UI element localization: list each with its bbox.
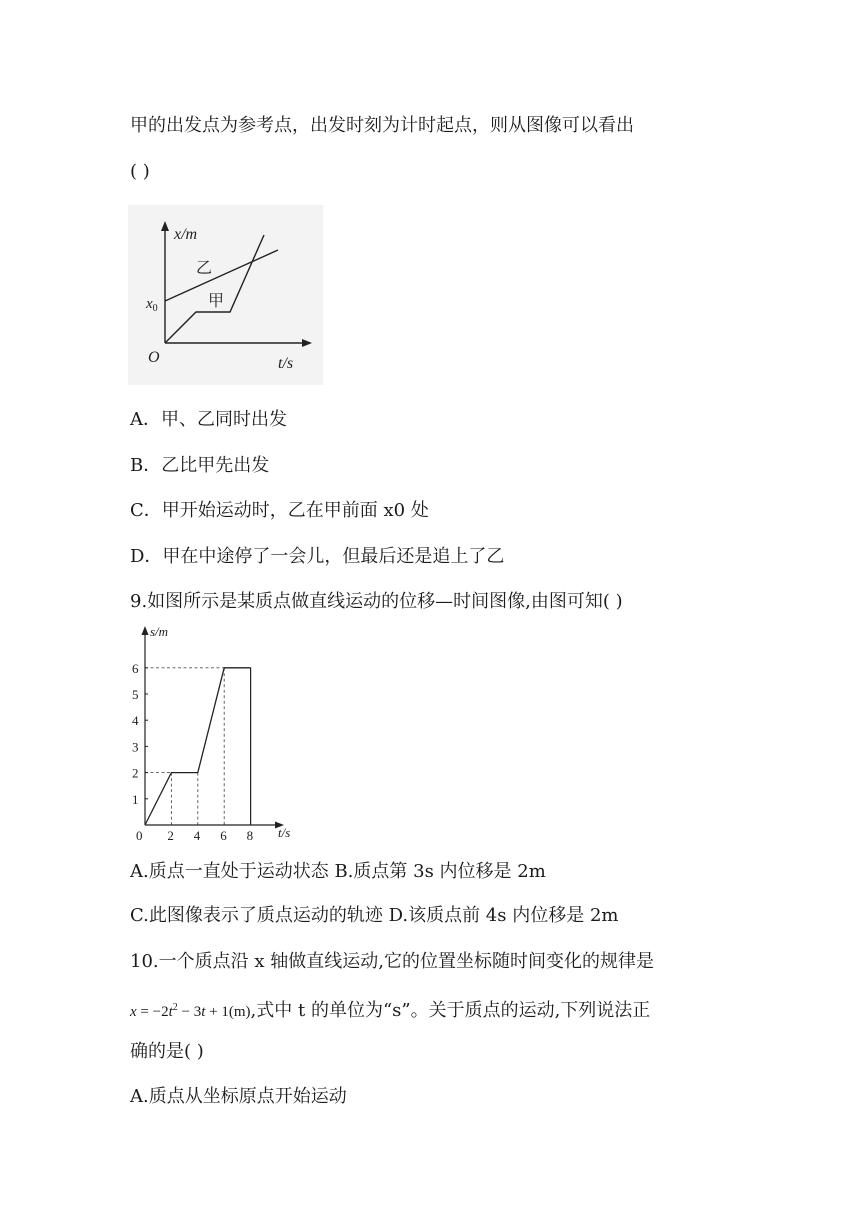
q8-origin-label: O <box>148 349 160 366</box>
q9-y-tick-label: 3 <box>132 739 139 755</box>
q9-x-tick-label: 8 <box>246 828 254 843</box>
q9-st-chart <box>128 618 308 848</box>
q8-option-d: D．甲在中途停了一会儿，但最后还是追上了乙 <box>130 546 505 567</box>
q8-y-axis-label: x/m <box>174 226 198 243</box>
q10-stem-line3: 确的是( ) <box>130 1041 204 1062</box>
q9-options-line2: C.此图像表示了质点运动的轨迹 D.该质点前 4s 内位移是 2m <box>130 905 619 926</box>
q9-stem: 9.如图所示是某质点做直线运动的位移—时间图像,由图可知( ) <box>130 591 623 612</box>
q9-x-tick-label: 2 <box>167 828 174 843</box>
q10-option-a: A.质点从坐标原点开始运动 <box>130 1086 347 1107</box>
q9-y-tick-label: 6 <box>132 660 139 676</box>
q10-formula: $x = -2t^2 - 3t + 1(m)$ <box>130 1002 251 1020</box>
q9-options-line1: A.质点一直处于运动状态 B.质点第 3s 内位移是 2m <box>130 861 546 882</box>
q9-y-axis-label: s/m <box>150 624 169 639</box>
q8-option-c: C．甲开始运动时，乙在甲前面 x0 处 <box>130 500 429 521</box>
q8-stem-line1: 甲的出发点为参考点，出发时刻为计时起点，则从图像可以看出 <box>130 115 634 136</box>
q8-figure <box>128 205 323 389</box>
q10-stem-line2 <box>130 996 650 1024</box>
q8-x-axis-label: t/s <box>278 355 294 372</box>
q8-x0-label: $x_0$ <box>146 296 158 314</box>
q8-option-b: B．乙比甲先出发 <box>130 455 270 476</box>
q10-stem-line1: 10.一个质点沿 x 轴做直线运动,它的位置坐标随时间变化的规律是 <box>130 951 654 972</box>
q8-xt-graph <box>128 205 323 385</box>
q9-x-tick-label: 6 <box>220 828 227 843</box>
q9-y-axis-arrow <box>142 626 149 635</box>
q8-option-a: A．甲、乙同时出发 <box>130 409 287 430</box>
q9-x-axis-label: t/s <box>278 825 291 840</box>
q9-x-tick-label: 4 <box>193 828 201 843</box>
q9-y-tick-label: 5 <box>132 687 139 702</box>
q9-y-tick-label: 2 <box>132 765 139 781</box>
q8-label-jia: 甲 <box>208 293 225 310</box>
q10-stem-line2-text: ,式中 t 的单位为“s”。关于质点的运动,下列说法正 <box>250 1000 651 1021</box>
q9-x-tick-label: 0 <box>136 828 143 843</box>
q9-figure <box>128 618 308 852</box>
q8-stem-line2: ( ) <box>130 161 150 182</box>
q9-y-tick-label: 1 <box>132 791 139 807</box>
q8-label-yi: 乙 <box>196 260 213 277</box>
q9-y-tick-label: 4 <box>132 713 139 729</box>
